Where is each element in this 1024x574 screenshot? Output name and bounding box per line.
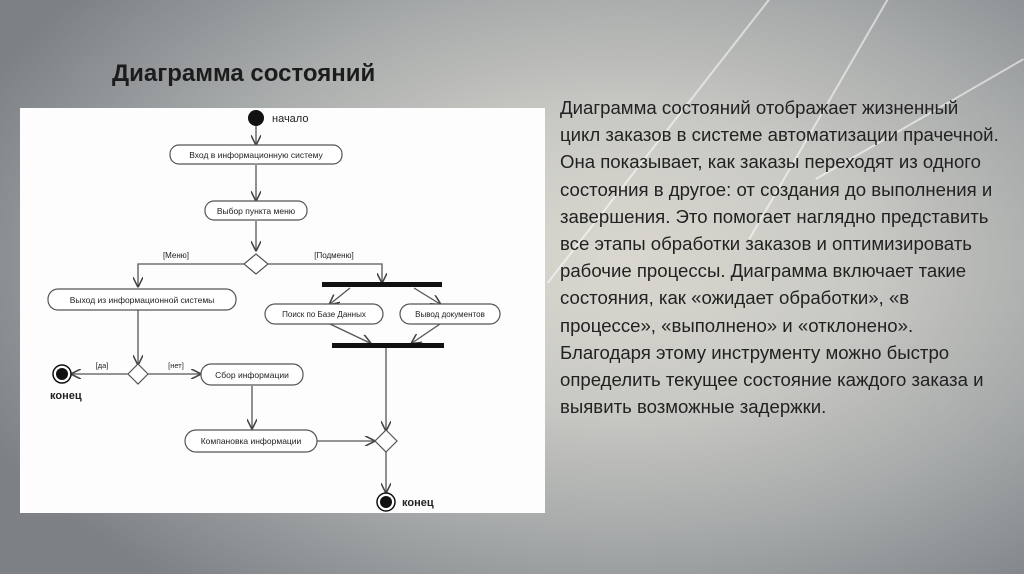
merge-node <box>375 430 397 452</box>
decision-node <box>244 254 268 274</box>
slide-title: Диаграмма состояний <box>112 60 376 87</box>
final-node-bottom <box>380 496 392 508</box>
state-db-search-label: Поиск по Базе Данных <box>282 310 366 319</box>
description-text: Диаграмма состояний отображает жизненный цикл заказов в системе автоматизации прачечной. Она показывает, как заказы переходят из одного состояния в другое: от создания до выполнения и завершения. Это помогает наглядно представить все этапы обработки заказов и оптимизировать рабочие процессы. Диаграмма включает такие состояния, как «ожидает обработки», «в процессе», «выполнено» и «отклонено». Благодаря этому инструменту можно быстро определить текущее состояние каждого заказа и выявить возможные задержки. <box>560 97 999 418</box>
guard-no: [нет] <box>168 361 184 370</box>
state-login-label: Вход в информационную систему <box>189 150 323 160</box>
state-info-collect-label: Сбор информации <box>215 370 289 380</box>
state-exit-label: Выход из информационной системы <box>69 295 215 305</box>
fork-bar <box>322 282 442 287</box>
join-bar <box>332 343 444 348</box>
guard-submenu: [Подменю] <box>314 251 354 260</box>
guard-menu: [Меню] <box>162 251 190 260</box>
state-menu-choice-label: Выбор пункта меню <box>216 206 296 216</box>
final-node-left <box>56 368 68 380</box>
state-diagram-panel <box>20 108 545 513</box>
decision-node-2 <box>128 364 148 384</box>
start-label: начало <box>272 113 309 125</box>
state-diagram <box>20 108 545 513</box>
initial-node <box>248 110 264 126</box>
state-info-compose-label: Компановка информации <box>200 436 302 446</box>
end-label-bottom: конец <box>402 497 434 509</box>
guard-yes: [да] <box>95 361 109 370</box>
end-label-left: конец <box>50 390 82 402</box>
state-docs-output-label: Вывод документов <box>415 310 485 319</box>
